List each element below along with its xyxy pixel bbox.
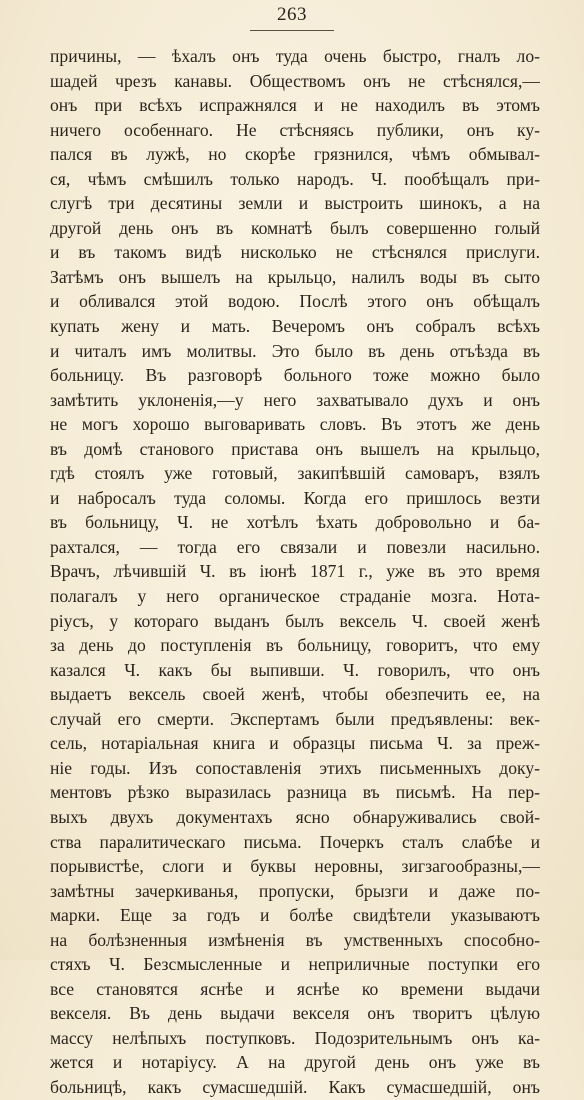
text-line: марки. Еще за годъ и болѣе свидѣтели указываютъ <box>50 905 540 926</box>
header-rule <box>250 30 334 31</box>
text-line: ся, чѣмъ смѣшилъ только народъ. Ч. пообѣщалъ при- <box>50 168 540 189</box>
text-line: все становятся яснѣе и яснѣе ко времени выдачи <box>50 978 540 999</box>
text-line: онъ при всѣхъ испражнялся и не находилъ въ этомъ <box>50 95 540 116</box>
text-line: пался въ лужѣ, но скорѣе грязнился, чѣмъ обмывал- <box>50 144 540 165</box>
text-line: рахтался, — тогда его связали и повезли насильно. <box>50 536 540 557</box>
body-text <box>50 44 540 1100</box>
text-line: массу нелѣпыхъ поступковъ. Подозрительнымъ онъ ка- <box>50 1027 540 1048</box>
text-line: другой день онъ въ комнатѣ былъ совершенно голый <box>50 217 540 238</box>
text-line: случай его смерти. Экспертамъ были предъявлены: век- <box>50 708 540 729</box>
text-line: ріусъ, у котораго выданъ былъ вексель Ч. своей женѣ <box>50 610 540 631</box>
text-line: порывистѣе, слоги и буквы неровны, зигзагообразны,— <box>50 856 540 877</box>
text-line: и въ такомъ видѣ нисколько не стѣснялся прислуги. <box>50 242 540 263</box>
text-line: въ больницу, Ч. не хотѣлъ ѣхать добровольно и ба- <box>50 512 540 533</box>
text-line: слугѣ три десятины земли и выстроить шинокъ, а на <box>50 193 540 214</box>
text-line: и обливался этой водою. Послѣ этого онъ обѣщалъ <box>50 291 540 312</box>
text-line: Врачъ, лѣчившій Ч. въ іюнѣ 1871 г., уже въ это время <box>50 561 540 582</box>
text-line: ніе годы. Изъ сопоставленія этихъ письменныхъ доку- <box>50 757 540 778</box>
text-line: ментовъ рѣзко выразилась разница въ письмѣ. На пер- <box>50 782 540 803</box>
text-line: въ домѣ станового пристава онъ вышелъ на крыльцо, <box>50 438 540 459</box>
text-line: и читалъ имъ молитвы. Это было въ день отъѣзда въ <box>50 340 540 361</box>
text-line: больницѣ, какъ сумасшедшій. Какъ сумасшедшій, онъ <box>50 1076 540 1097</box>
text-line: за день до поступленія въ больницу, говоритъ, что ему <box>50 635 540 656</box>
text-line: купать жену и мать. Вечеромъ онъ собралъ всѣхъ <box>50 316 540 337</box>
text-line: векселя. Въ день выдачи векселя онъ творитъ цѣлую <box>50 1003 540 1024</box>
text-line: выхъ двухъ документахъ ясно обнаруживались свой- <box>50 806 540 827</box>
text-line: ничего особеннаго. Не стѣсняясь публики, онъ ку- <box>50 119 540 140</box>
text-line: полагалъ у него органическое страданіе мозга. Нота- <box>50 586 540 607</box>
page-number: 263 <box>277 4 307 25</box>
text-line: стяхъ Ч. Безсмысленные и неприличные поступки его <box>50 954 540 975</box>
text-line: Затѣмъ онъ вышелъ на крыльцо, налилъ воды въ сыто <box>50 266 540 287</box>
text-line: на болѣзненныя измѣненія въ умственныхъ способно- <box>50 929 540 950</box>
text-line: сель, нотаріальная книга и образцы письма Ч. за преж- <box>50 733 540 754</box>
text-line: замѣтить уклоненія,—у него захватывало духъ и онъ <box>50 389 540 410</box>
text-line: причины, — ѣхалъ онъ туда очень быстро, гналъ ло- <box>50 46 540 66</box>
text-line: замѣтны зачеркиванья, пропуски, брызги и даже по- <box>50 880 540 901</box>
text-line: выдаетъ вексель своей женѣ, чтобы обезпечить ее, на <box>50 684 540 705</box>
text-line: не могъ хорошо выговаривать словъ. Въ этотъ же день <box>50 414 540 435</box>
text-line: больницу. Въ разговорѣ больного тоже можно было <box>50 365 540 386</box>
text-line: жется и нотаріусу. А на другой день онъ уже въ <box>50 1052 540 1073</box>
text-line: шадей чрезъ канавы. Обществомъ онъ не стѣснялся,— <box>50 70 540 91</box>
text-line: ства паралитическаго письма. Почеркъ сталъ слабѣе и <box>50 831 540 852</box>
text-line: и набросалъ туда соломы. Когда его пришлось везти <box>50 487 540 508</box>
text-line: гдѣ стоялъ уже готовый, закипѣвшій самоваръ, взялъ <box>50 463 540 484</box>
text-line: казался Ч. какъ бы выпивши. Ч. говорилъ, что онъ <box>50 659 540 680</box>
